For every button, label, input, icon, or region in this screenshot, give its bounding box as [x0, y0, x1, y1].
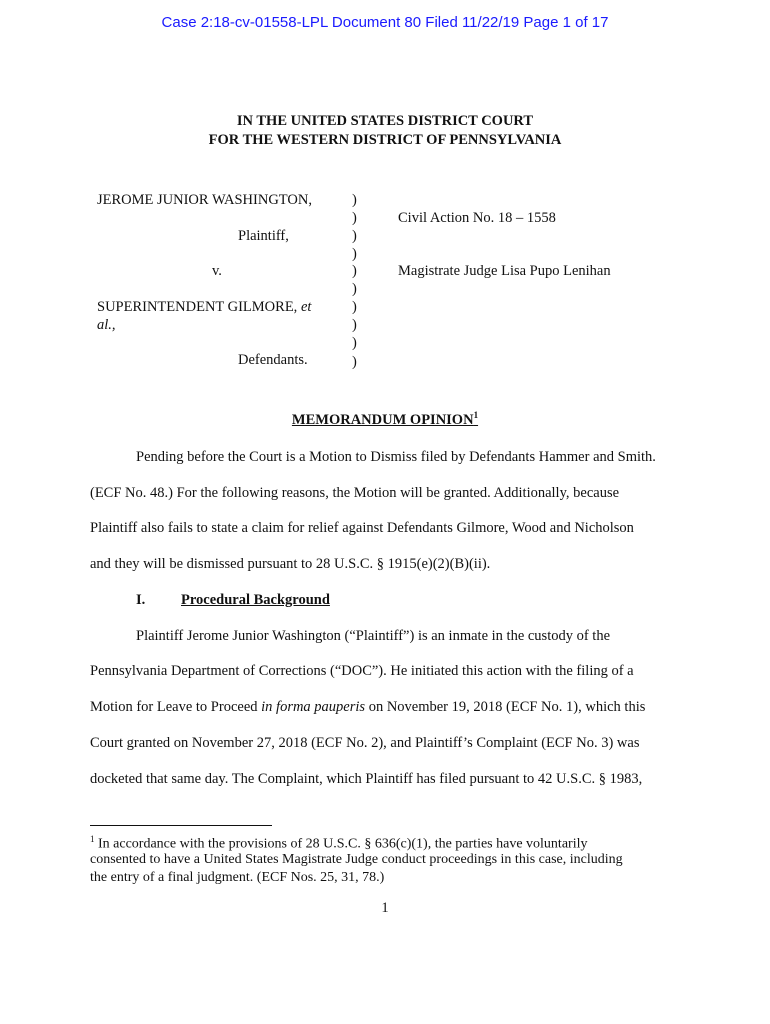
defendant-label: Defendants. — [238, 352, 308, 368]
paragraph-line: docketed that same day. The Complaint, which Plaintiff has filed pursuant to 42 U.S.C. § 1983, — [90, 771, 643, 787]
plaintiff-name: JEROME JUNIOR WASHINGTON, — [97, 192, 312, 208]
defendant-name — [97, 299, 311, 316]
paragraph-text: on November 19, 2018 (ECF No. 1), which this — [365, 699, 646, 715]
versus: v. — [212, 263, 222, 279]
defendant-name-text: SUPERINTENDENT GILMORE, — [97, 299, 298, 315]
plaintiff-label: Plaintiff, — [238, 228, 289, 244]
court-title — [0, 112, 770, 150]
court-title-line2: FOR THE WESTERN DISTRICT OF PENNSYLVANIA — [208, 132, 562, 148]
defendant-etal: et — [300, 299, 312, 315]
caption-paren: ) — [352, 228, 357, 244]
caption-paren: ) — [352, 281, 357, 297]
caption-paren: ) — [352, 210, 357, 226]
defendant-al — [97, 317, 116, 334]
paragraph-line: and they will be dismissed pursuant to 28 U.S.C. § 1915(e)(2)(B)(ii). — [90, 556, 491, 572]
caption-paren: ) — [352, 246, 357, 262]
paragraph-italic: in forma pauperis — [261, 699, 366, 715]
filing-stamp: Case 2:18-cv-01558-LPL Document 80 Filed 11/22/19 Page 1 of 17 — [161, 14, 609, 31]
section-title: Procedural Background — [181, 592, 330, 608]
paragraph-line: Plaintiff Jerome Junior Washington (“Plaintiff”) is an inmate in the custody of the — [136, 628, 611, 644]
paragraph-line: Court granted on November 27, 2018 (ECF No. 2), and Plaintiff’s Complaint (ECF No. 3) was — [90, 735, 640, 751]
footnote-line: consented to have a United States Magistrate Judge conduct proceedings in this case, including — [90, 852, 623, 867]
caption-paren: ) — [352, 263, 357, 279]
footnote-marker: 1 — [90, 834, 95, 844]
footnote-line — [90, 834, 587, 853]
footnote-text: In accordance with the provisions of 28 U.S.C. § 636(c)(1), the parties have voluntarily — [94, 836, 588, 852]
civil-action-number: Civil Action No. 18 – 1558 — [398, 210, 556, 226]
caption-paren: ) — [352, 354, 357, 370]
court-title-line1: IN THE UNITED STATES DISTRICT COURT — [236, 113, 534, 129]
footnote-ref: 1 — [473, 410, 479, 420]
footnote-line: the entry of a final judgment. (ECF Nos. 25, 31, 78.) — [90, 870, 385, 885]
defendant-al-text: al., — [97, 317, 116, 333]
memorandum-title-text: MEMORANDUM OPINION — [291, 411, 474, 428]
paragraph-line — [90, 699, 645, 716]
footnote-divider — [90, 825, 272, 826]
page-number: 1 — [381, 900, 389, 916]
paragraph-line: (ECF No. 48.) For the following reasons, the Motion will be granted. Additionally, because — [90, 485, 620, 501]
section-number: I. — [136, 592, 146, 608]
caption-paren: ) — [352, 299, 357, 315]
memorandum-title — [0, 410, 770, 429]
paragraph-line: Plaintiff also fails to state a claim for relief against Defendants Gilmore, Wood and Nicholson — [90, 520, 634, 536]
caption-paren: ) — [352, 335, 357, 351]
paragraph-line: Pennsylvania Department of Corrections (“DOC”). He initiated this action with the filing of a — [90, 663, 634, 679]
paragraph-line: Pending before the Court is a Motion to Dismiss filed by Defendants Hammer and Smith. — [136, 449, 656, 465]
magistrate-judge: Magistrate Judge Lisa Pupo Lenihan — [398, 263, 611, 279]
caption-paren: ) — [352, 192, 357, 208]
paragraph-text: Motion for Leave to Proceed — [90, 699, 262, 715]
caption-paren: ) — [352, 317, 357, 333]
